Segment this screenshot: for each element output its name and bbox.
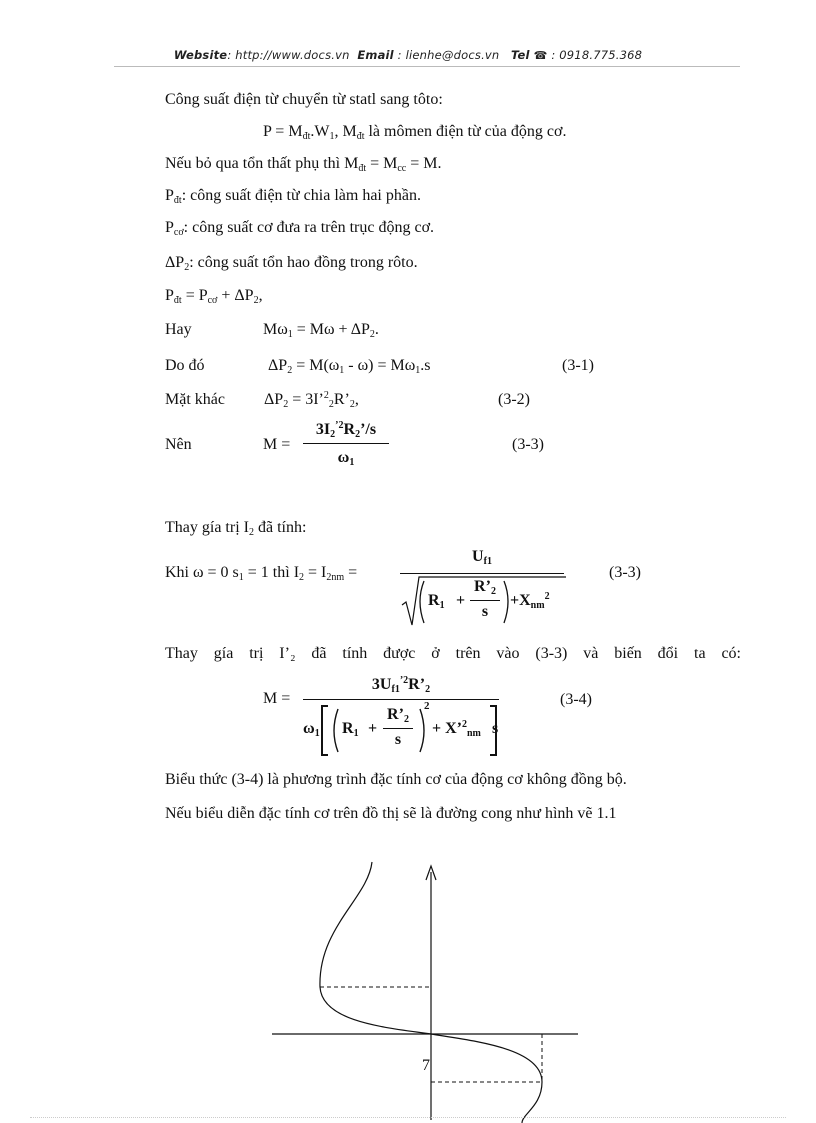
nen-fraction-bar — [303, 443, 389, 444]
header-divider — [114, 66, 740, 67]
nen-label: Nên — [165, 436, 192, 453]
text-neubieu: Nếu biểu diễn đặc tính cơ trên đồ thị sẽ là đường cong như hình vẽ 1.1 — [165, 805, 617, 822]
m-den-rp: $R’_2$ — [387, 706, 409, 725]
matkhac-label: Mặt khác — [165, 391, 225, 408]
dodo-equation: $\Delta P_2 = M(\omega_1 - \omega) = M\omega_1.s$ — [268, 357, 431, 376]
m-den-x: + X’$^2_{nm}$ — [432, 719, 481, 739]
khi-fraction-bar — [400, 573, 564, 574]
matkhac-equation: $\Delta P_2$ = $3I’^2_2R’_2$, — [264, 390, 359, 410]
m-lhs: M = — [263, 690, 291, 707]
text-thay-2: Thay gía trị I’₂ đã tính được ở trên vào (3-3) và biến đổi ta có: — [165, 645, 741, 662]
email-value[interactable]: : lienhe@docs.vn — [393, 48, 500, 62]
text-line-3: Nếu bỏ qua tổn thất phụ thì $M_{đt} = M_{cc} = M$. — [165, 155, 442, 174]
footer-divider — [30, 1117, 786, 1118]
khi-den-r1: $R_1$ — [428, 592, 445, 611]
website-url[interactable]: : http://www.docs.vn — [227, 48, 350, 62]
m-den-square: 2 — [424, 700, 430, 712]
tel-label: Tel — [511, 48, 530, 62]
hay-label: Hay — [165, 321, 192, 338]
email-label: Email — [357, 48, 394, 62]
equation-number-3-2: (3-2) — [498, 391, 530, 408]
nen-denominator: $\omega_1$ — [337, 449, 355, 468]
text-line-1: Công suất điện từ chuyển từ statl sang tôto: — [165, 91, 443, 108]
nen-lhs: M = — [263, 436, 291, 453]
m-den-r1: $R_1$ — [342, 720, 359, 739]
m-inner-fraction-bar — [383, 728, 413, 729]
equation-number-3-3a: (3-3) — [512, 436, 544, 453]
equation-number-3-4: (3-4) — [560, 691, 592, 708]
khi-den-rp: $R’_2$ — [474, 578, 496, 597]
text-line-4: $P_{đt}$: công suất điện từ chia làm hai phần. — [165, 187, 421, 206]
page-header — [0, 48, 816, 62]
m-den-s-outer: s — [492, 720, 499, 737]
text-line-2: $P = M_{đt}.W_1$, $M_{đt}$ là mômen điện từ của động cơ. — [263, 123, 567, 142]
text-line-7: $P_{đt} = P_{cơ} + \Delta P_2$, — [165, 287, 263, 306]
m-fraction-bar — [303, 699, 499, 700]
m-den-omega: $\omega_1$ — [303, 720, 320, 739]
website-label: Website — [173, 48, 228, 62]
nen-numerator: $3I_2^{’2}R_2’/s$ — [315, 420, 377, 440]
equation-number-3-3b: (3-3) — [609, 564, 641, 581]
khi-den-s: s — [481, 603, 489, 620]
khi-inner-fraction-bar — [470, 600, 500, 601]
m-den-plus: + — [368, 720, 378, 737]
khi-equation: Khi ω = 0 $s_1 = 1$ thì $I_2 = I_{2nm}$ = — [165, 564, 358, 583]
m-den-s: s — [394, 731, 402, 748]
text-thay-1: Thay gía trị $I_2$ đã tính: — [165, 519, 307, 538]
tel-value: : 0918.775.368 — [547, 48, 643, 62]
khi-numerator: $U_{f1}$ — [472, 548, 492, 567]
khi-den-x: $+X_{nm}^2$ — [510, 591, 550, 611]
hay-equation: $M\omega_1 = M\omega + \Delta P_2$. — [263, 321, 379, 340]
figure-characteristic-curve — [260, 858, 580, 1123]
m-numerator: $3U_{f1}^{’2}R’_2$ — [371, 675, 431, 695]
text-line-6: $\Delta P_2$: công suất tổn hao đồng trong rôto. — [165, 254, 418, 273]
khi-den-plus: + — [456, 592, 466, 609]
text-bieuthuc: Biểu thức (3-4) là phương trình đặc tính cơ của động cơ không đồng bộ. — [165, 771, 627, 788]
equation-number-3-1: (3-1) — [562, 357, 594, 374]
page-number: 7 — [422, 1057, 430, 1074]
phone-icon: ☎ — [533, 49, 548, 62]
dodo-label: Do đó — [165, 357, 205, 374]
text-line-5: $P_{cơ}$: công suất cơ đưa ra trên trục động cơ. — [165, 219, 435, 238]
